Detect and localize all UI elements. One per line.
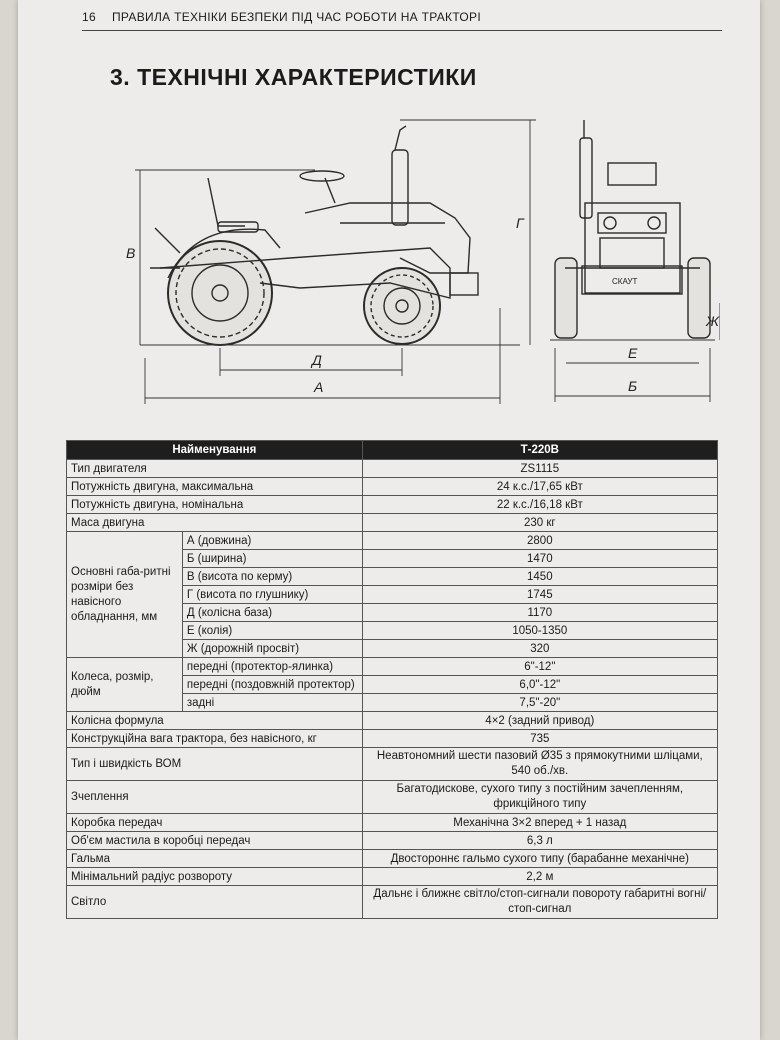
dim-label-zh: Ж: [706, 313, 719, 329]
dim-label-a: А: [314, 379, 324, 395]
tractor-side-view: [150, 126, 478, 345]
wheels-group-label: Колеса, розмір, дюйм: [67, 658, 183, 712]
table-row: Колісна формула 4×2 (задний привод): [67, 712, 718, 730]
specifications-table: [66, 440, 718, 919]
table-row: Тип і швидкість ВОМ Неавтономний шести пазовий Ø35 з прямокутними шліцами, 540 об./хв.: [67, 748, 718, 781]
running-header: [82, 10, 722, 31]
table-row: Основні габа-ритні розміри без навісного обладнання, мм А (довжина) 2800: [67, 532, 718, 550]
table-row: Д (колісна база) 1170: [67, 604, 718, 622]
dim-label-e: Е: [628, 345, 638, 361]
tractor-front-view: [555, 120, 710, 338]
page-number: 16: [82, 10, 96, 24]
table-row: Мінімальний радіус розвороту 2,2 м: [67, 868, 718, 886]
table-row: Світло Дальнє і ближнє світло/стоп-сигнали повороту габаритні вогні/стоп-сигнал: [67, 886, 718, 919]
dimensions-group-label: Основні габа-ритні розміри без навісного обладнання, мм: [67, 532, 183, 658]
table-row: Потужність двигуна, номінальна 22 к.с./16,18 кВт: [67, 496, 718, 514]
header-model: Т-220В: [362, 441, 717, 460]
table-row: Гальма Двостороннє гальмо сухого типу (барабанне механічне): [67, 850, 718, 868]
table-row: Колеса, розмір, дюйм передні (протектор-ялинка) 6"-12": [67, 658, 718, 676]
table-row: Тип двигателя ZS1115: [67, 460, 718, 478]
table-row: В (висота по керму) 1450: [67, 568, 718, 586]
table-row: Е (колія) 1050-1350: [67, 622, 718, 640]
tractor-dimension-drawing: [100, 108, 720, 408]
table-row: Зчеплення Багатодискове, сухого типу з постійним зачепленням, фрикційного типу: [67, 781, 718, 814]
dim-label-v: В: [126, 245, 136, 261]
section-title: 3. ТЕХНІЧНІ ХАРАКТЕРИСТИКИ: [110, 64, 477, 90]
table-row: Б (ширина) 1470: [67, 550, 718, 568]
table-row: Конструкційна вага трактора, без навісного, кг 735: [67, 730, 718, 748]
grille-badge: СКАУТ: [612, 277, 638, 286]
table-row: Коробка передач Механічна 3×2 вперед + 1 назад: [67, 814, 718, 832]
dim-label-g: Г: [516, 215, 524, 231]
running-title: ПРАВИЛА ТЕХНІКИ БЕЗПЕКИ ПІД ЧАС РОБОТИ НА ТРАКТОРІ: [112, 10, 481, 24]
table-row: передні (поздовжній протектор) 6,0"-12": [67, 676, 718, 694]
table-row: Об'єм мастила в коробці передач 6,3 л: [67, 832, 718, 850]
table-row: Потужність двигуна, максимальна 24 к.с./17,65 кВт: [67, 478, 718, 496]
table-row: Г (висота по глушнику) 1745: [67, 586, 718, 604]
header-name: Найменування: [67, 441, 363, 460]
table-row: задні 7,5"-20": [67, 694, 718, 712]
dim-label-d: Д: [312, 352, 322, 368]
table-row: Ж (дорожній просвіт) 320: [67, 640, 718, 658]
table-row: Маса двигуна 230 кг: [67, 514, 718, 532]
dim-label-b: Б: [628, 378, 638, 394]
table-header: [67, 441, 718, 460]
